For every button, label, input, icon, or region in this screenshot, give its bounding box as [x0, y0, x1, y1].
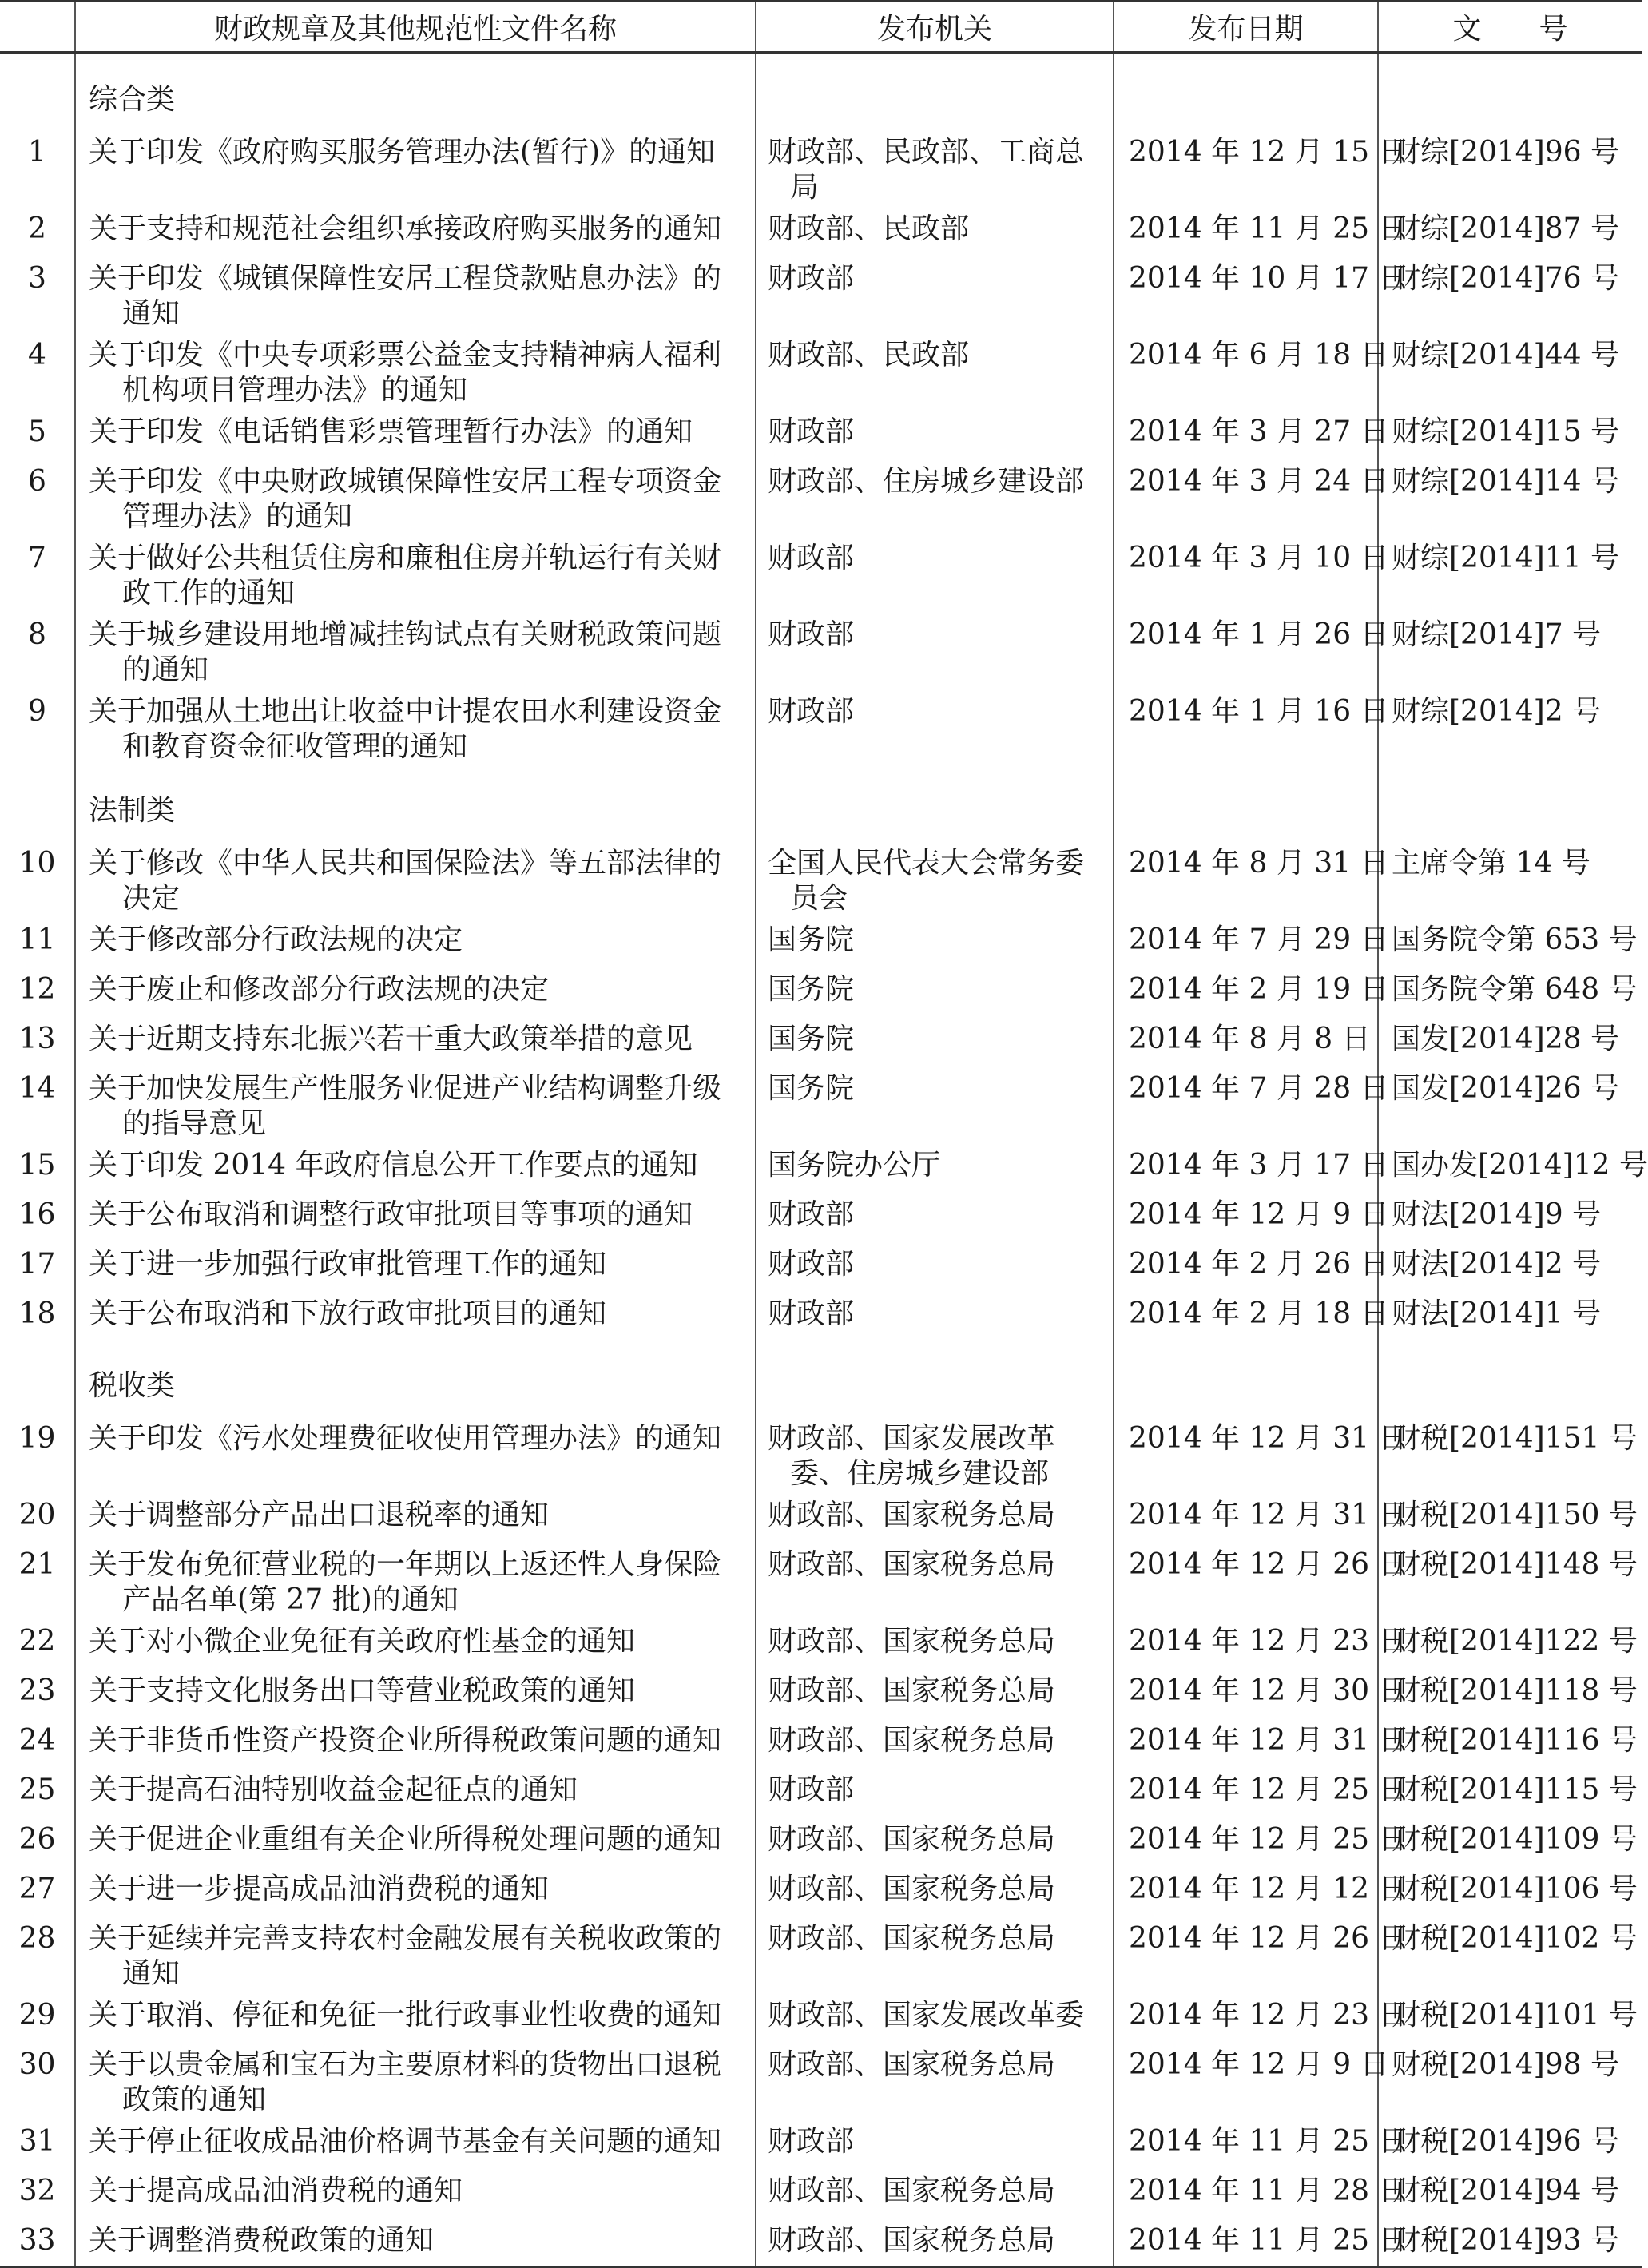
document-title: 关于支持文化服务出口等营业税政策的通知	[89, 1674, 636, 1707]
publisher: 财政部、民政部	[768, 213, 970, 245]
publisher-cell	[756, 1992, 1114, 2041]
table-row	[0, 408, 1642, 458]
table-row	[0, 534, 1642, 611]
publisher: 财政部、国家税务总局	[768, 1873, 1056, 1905]
publish-date: 2014 年 1 月 16 日	[1114, 688, 1378, 765]
publish-date: 2014 年 1 月 26 日	[1114, 611, 1378, 688]
document-number: 财综[2014]11 号	[1378, 534, 1642, 611]
row-number: 23	[18, 1674, 56, 1707]
empty-cell	[1378, 765, 1642, 840]
document-number: 财税[2014]98 号	[1378, 2041, 1642, 2118]
publish-date: 2014 年 3 月 27 日	[1114, 408, 1378, 458]
publish-date: 2014 年 12 月 9 日	[1114, 2041, 1378, 2118]
publisher-cell	[756, 534, 1114, 611]
table-row	[0, 1191, 1642, 1241]
document-title: 关于提高石油特别收益金起征点的通知	[89, 1773, 578, 1806]
header-doc-no: 文 号	[1378, 2, 1642, 53]
publisher: 财政部	[768, 2125, 855, 2158]
document-title-cell	[75, 688, 756, 765]
table-row	[0, 1865, 1642, 1915]
table-row	[0, 611, 1642, 688]
document-title: 关于公布取消和调整行政审批项目等事项的通知	[89, 1198, 693, 1231]
row-number: 32	[18, 2175, 56, 2207]
publisher: 财政部、国家发展改革委、住房城乡建设部	[768, 1422, 1056, 1490]
publisher: 财政部、住房城乡建设部	[768, 465, 1085, 498]
document-title: 关于进一步提高成品油消费税的通知	[89, 1873, 550, 1905]
publish-date: 2014 年 12 月 26 日	[1114, 1915, 1378, 1992]
document-number: 财综[2014]15 号	[1378, 408, 1642, 458]
publisher-cell	[756, 1816, 1114, 1865]
publisher-cell	[756, 1241, 1114, 1290]
publisher-cell	[756, 1491, 1114, 1541]
publisher-cell	[756, 332, 1114, 408]
publisher: 财政部	[768, 618, 855, 651]
document-title-cell	[75, 840, 756, 916]
table-row	[0, 688, 1642, 765]
publisher-cell	[756, 1191, 1114, 1241]
document-title: 关于做好公共租赁住房和廉租住房并轨运行有关财政工作的通知	[89, 542, 722, 610]
publisher-cell	[756, 1865, 1114, 1915]
document-number: 财综[2014]44 号	[1378, 332, 1642, 408]
document-number: 主席令第 14 号	[1378, 840, 1642, 916]
publish-date: 2014 年 12 月 26 日	[1114, 1541, 1378, 1618]
row-number: 24	[18, 1724, 56, 1757]
empty-cell	[756, 53, 1114, 129]
publisher: 财政部、国家税务总局	[768, 1823, 1056, 1856]
row-number: 7	[28, 542, 46, 574]
table-row	[0, 255, 1642, 332]
document-number: 财税[2014]93 号	[1378, 2217, 1642, 2266]
publisher-cell	[756, 205, 1114, 255]
publisher: 财政部	[768, 1773, 855, 1806]
category-label: 综合类	[75, 53, 756, 129]
document-title-cell	[75, 1816, 756, 1865]
empty-cell	[756, 765, 1114, 840]
document-title-cell	[75, 916, 756, 966]
empty-cell	[756, 1340, 1114, 1415]
row-number: 21	[18, 1548, 56, 1581]
row-number: 4	[28, 339, 46, 371]
document-title-cell	[75, 1865, 756, 1915]
publisher-cell	[756, 2118, 1114, 2167]
table-row	[0, 458, 1642, 534]
table-row	[0, 1667, 1642, 1717]
row-number: 1	[28, 136, 46, 169]
document-title: 关于促进企业重组有关企业所得税处理问题的通知	[89, 1823, 722, 1856]
table-row	[0, 1491, 1642, 1541]
publisher: 全国人民代表大会常务委员会	[768, 847, 1085, 915]
table-row	[0, 1142, 1642, 1191]
document-title-cell	[75, 2217, 756, 2266]
document-number: 财税[2014]118 号	[1378, 1667, 1642, 1717]
table-body	[0, 53, 1648, 2267]
document-number: 财税[2014]151 号	[1378, 1415, 1642, 1491]
table-row	[0, 966, 1642, 1015]
document-number: 财综[2014]14 号	[1378, 458, 1642, 534]
empty-cell	[1114, 53, 1378, 129]
publisher-cell	[756, 255, 1114, 332]
document-title-cell	[75, 611, 756, 688]
table-row	[0, 129, 1642, 205]
row-number: 31	[18, 2125, 56, 2158]
row-number: 3	[28, 262, 46, 295]
table-row	[0, 205, 1642, 255]
row-number: 13	[18, 1023, 56, 1055]
table-row	[0, 2217, 1642, 2266]
publish-date: 2014 年 11 月 25 日	[1114, 2118, 1378, 2167]
table-row	[0, 1992, 1642, 2041]
publisher: 财政部、民政部	[768, 339, 970, 371]
header-name: 财政规章及其他规范性文件名称	[75, 2, 756, 53]
document-title: 关于近期支持东北振兴若干重大政策举措的意见	[89, 1023, 693, 1055]
publisher: 财政部	[768, 695, 855, 728]
row-number: 20	[18, 1499, 56, 1531]
document-number: 财法[2014]2 号	[1378, 1241, 1642, 1290]
document-number: 财税[2014]148 号	[1378, 1541, 1642, 1618]
publisher: 财政部	[768, 1198, 855, 1231]
document-number: 国务院令第 648 号	[1378, 966, 1642, 1015]
document-number: 财法[2014]1 号	[1378, 1290, 1642, 1340]
document-title: 关于公布取消和下放行政审批项目的通知	[89, 1297, 607, 1330]
document-title: 关于加快发展生产性服务业促进产业结构调整升级的指导意见	[89, 1072, 722, 1140]
document-title: 关于印发 2014 年政府信息公开工作要点的通知	[89, 1149, 698, 1182]
document-title-cell	[75, 458, 756, 534]
row-number: 14	[18, 1072, 56, 1105]
publish-date: 2014 年 11 月 28 日	[1114, 2167, 1378, 2217]
row-number: 10	[18, 847, 56, 880]
publish-date: 2014 年 7 月 29 日	[1114, 916, 1378, 966]
publish-date: 2014 年 12 月 31 日	[1114, 1717, 1378, 1766]
publisher-cell	[756, 458, 1114, 534]
empty-cell	[1378, 1340, 1642, 1415]
document-title: 关于印发《电话销售彩票管理暂行办法》的通知	[89, 415, 693, 448]
document-title: 关于印发《中央财政城镇保障性安居工程专项资金管理办法》的通知	[89, 465, 722, 533]
category-row	[0, 765, 1642, 840]
document-number: 财法[2014]9 号	[1378, 1191, 1642, 1241]
publisher: 财政部、国家税务总局	[768, 1548, 1056, 1581]
row-number: 15	[18, 1149, 56, 1182]
category-label: 税收类	[75, 1340, 756, 1415]
document-title-cell	[75, 1915, 756, 1992]
table-header-row	[0, 2, 1642, 53]
publisher: 财政部、国家税务总局	[768, 1625, 1056, 1658]
document-title: 关于非货币性资产投资企业所得税政策问题的通知	[89, 1724, 722, 1757]
document-title: 关于调整消费税政策的通知	[89, 2224, 435, 2257]
table-row	[0, 1816, 1642, 1865]
document-title: 关于发布免征营业税的一年期以上返还性人身保险产品名单(第 27 批)的通知	[89, 1548, 722, 1616]
publisher-cell	[756, 1541, 1114, 1618]
row-number: 27	[18, 1873, 56, 1905]
document-number: 财税[2014]116 号	[1378, 1717, 1642, 1766]
publish-date: 2014 年 12 月 15 日	[1114, 129, 1378, 205]
document-number: 财税[2014]94 号	[1378, 2167, 1642, 2217]
document-title-cell	[75, 1065, 756, 1142]
document-number: 财综[2014]76 号	[1378, 255, 1642, 332]
publisher: 财政部、国家发展改革委	[768, 1999, 1085, 2032]
publish-date: 2014 年 12 月 31 日	[1114, 1415, 1378, 1491]
publish-date: 2014 年 10 月 17 日	[1114, 255, 1378, 332]
header-num	[0, 2, 75, 53]
empty-cell	[1114, 1340, 1378, 1415]
publish-date: 2014 年 11 月 25 日	[1114, 205, 1378, 255]
document-number: 财税[2014]122 号	[1378, 1618, 1642, 1667]
document-title-cell	[75, 1766, 756, 1816]
publisher-cell	[756, 1065, 1114, 1142]
empty-cell	[1114, 765, 1378, 840]
table-row	[0, 916, 1642, 966]
category-num-cell	[0, 765, 75, 840]
document-title-cell	[75, 966, 756, 1015]
table-row	[0, 2041, 1642, 2118]
table-row	[0, 2167, 1642, 2217]
document-number: 国办发[2014]12 号	[1378, 1142, 1642, 1191]
document-number: 财税[2014]102 号	[1378, 1915, 1642, 1992]
publisher: 财政部、国家税务总局	[768, 2048, 1056, 2081]
document-number: 国务院令第 653 号	[1378, 916, 1642, 966]
document-title-cell	[75, 1618, 756, 1667]
publisher: 财政部、国家税务总局	[768, 1499, 1056, 1531]
document-number: 国发[2014]28 号	[1378, 1015, 1642, 1065]
document-title-cell	[75, 2118, 756, 2167]
document-title-cell	[75, 534, 756, 611]
publisher: 财政部	[768, 1297, 855, 1330]
document-title: 关于支持和规范社会组织承接政府购买服务的通知	[89, 213, 722, 245]
table-row	[0, 1415, 1642, 1491]
document-title-cell	[75, 205, 756, 255]
document-number: 财综[2014]2 号	[1378, 688, 1642, 765]
publish-date: 2014 年 6 月 18 日	[1114, 332, 1378, 408]
publish-date: 2014 年 3 月 24 日	[1114, 458, 1378, 534]
document-title-cell	[75, 1717, 756, 1766]
document-title-cell	[75, 408, 756, 458]
publisher-cell	[756, 1717, 1114, 1766]
publisher-cell	[756, 1618, 1114, 1667]
document-number: 财综[2014]87 号	[1378, 205, 1642, 255]
document-title: 关于废止和修改部分行政法规的决定	[89, 973, 550, 1006]
table-row	[0, 1717, 1642, 1766]
document-title: 关于提高成品油消费税的通知	[89, 2175, 463, 2207]
table-row	[0, 1065, 1642, 1142]
publisher-cell	[756, 408, 1114, 458]
document-title: 关于调整部分产品出口退税率的通知	[89, 1499, 550, 1531]
row-number: 33	[0, 2217, 75, 2266]
table-row	[0, 2118, 1642, 2167]
table-row	[0, 1290, 1642, 1340]
publish-date: 2014 年 12 月 31 日	[1114, 1491, 1378, 1541]
document-title-cell	[75, 332, 756, 408]
publish-date: 2014 年 7 月 28 日	[1114, 1065, 1378, 1142]
publisher-cell	[756, 966, 1114, 1015]
document-number: 财综[2014]7 号	[1378, 611, 1642, 688]
publisher-cell	[756, 1015, 1114, 1065]
publisher: 财政部、民政部、工商总局	[768, 136, 1085, 204]
document-title-cell	[75, 2167, 756, 2217]
publish-date: 2014 年 2 月 18 日	[1114, 1290, 1378, 1340]
publisher-cell	[756, 1766, 1114, 1816]
category-label: 法制类	[75, 765, 756, 840]
category-num-cell	[0, 1340, 75, 1415]
document-title: 关于城乡建设用地增减挂钩试点有关财税政策问题的通知	[89, 618, 722, 686]
row-number: 18	[18, 1297, 56, 1330]
publish-date: 2014 年 12 月 25 日	[1114, 1766, 1378, 1816]
document-title-cell	[75, 1992, 756, 2041]
document-number: 国发[2014]26 号	[1378, 1065, 1642, 1142]
header-date: 发布日期	[1114, 2, 1378, 53]
publisher: 财政部	[768, 542, 855, 574]
publisher: 国务院	[768, 1023, 855, 1055]
publish-date: 2014 年 3 月 10 日	[1114, 534, 1378, 611]
publish-date: 2014 年 8 月 8 日	[1114, 1015, 1378, 1065]
publisher: 财政部、国家税务总局	[768, 1674, 1056, 1707]
publisher-cell	[756, 1915, 1114, 1992]
publish-date: 2014 年 12 月 30 日	[1114, 1667, 1378, 1717]
publisher-cell	[756, 1415, 1114, 1491]
publisher-cell	[756, 129, 1114, 205]
table-row	[0, 332, 1642, 408]
document-title: 关于印发《中央专项彩票公益金支持精神病人福利机构项目管理办法》的通知	[89, 339, 722, 407]
table-row	[0, 1015, 1642, 1065]
row-number: 5	[28, 415, 46, 448]
publisher: 国务院	[768, 973, 855, 1006]
publisher-cell	[756, 1667, 1114, 1717]
document-title: 关于印发《城镇保障性安居工程贷款贴息办法》的通知	[89, 262, 722, 330]
row-number: 16	[18, 1198, 56, 1231]
document-number: 财综[2014]96 号	[1378, 129, 1642, 205]
publish-date: 2014 年 3 月 17 日	[1114, 1142, 1378, 1191]
document-title-cell	[75, 255, 756, 332]
publish-date: 2014 年 12 月 12 日	[1114, 1865, 1378, 1915]
publish-date: 2014 年 8 月 31 日	[1114, 840, 1378, 916]
publisher-cell	[756, 916, 1114, 966]
row-number: 19	[18, 1422, 56, 1455]
document-title: 关于对小微企业免征有关政府性基金的通知	[89, 1625, 636, 1658]
row-number: 28	[18, 1922, 56, 1955]
document-title-cell	[75, 1191, 756, 1241]
document-title: 关于修改《中华人民共和国保险法》等五部法律的决定	[89, 847, 722, 915]
publisher-cell	[756, 1290, 1114, 1340]
empty-cell	[1378, 53, 1642, 129]
publisher-cell	[756, 1142, 1114, 1191]
document-title-cell	[75, 1142, 756, 1191]
publish-date: 2014 年 12 月 23 日	[1114, 1618, 1378, 1667]
table-row	[0, 1915, 1642, 1992]
publish-date: 2014 年 2 月 26 日	[1114, 1241, 1378, 1290]
publisher: 国务院办公厅	[768, 1149, 941, 1182]
table-row	[0, 1541, 1642, 1618]
row-number: 30	[18, 2048, 56, 2081]
document-title: 关于修改部分行政法规的决定	[89, 923, 463, 956]
publisher-cell	[756, 2167, 1114, 2217]
document-title-cell	[75, 1415, 756, 1491]
document-number: 财税[2014]101 号	[1378, 1992, 1642, 2041]
row-number: 22	[18, 1625, 56, 1658]
row-number: 26	[18, 1823, 56, 1856]
table-row	[0, 1766, 1642, 1816]
document-number: 财税[2014]150 号	[1378, 1491, 1642, 1541]
document-title: 关于延续并完善支持农村金融发展有关税收政策的通知	[89, 1922, 722, 1990]
publisher-cell	[756, 611, 1114, 688]
document-title: 关于印发《政府购买服务管理办法(暂行)》的通知	[89, 136, 716, 169]
row-number: 12	[18, 973, 56, 1006]
publisher: 财政部、国家税务总局	[768, 2224, 1056, 2257]
publish-date: 2014 年 12 月 9 日	[1114, 1191, 1378, 1241]
document-title: 关于停止征收成品油价格调节基金有关问题的通知	[89, 2125, 722, 2158]
publish-date: 2014 年 2 月 19 日	[1114, 966, 1378, 1015]
publisher: 国务院	[768, 923, 855, 956]
publisher-cell	[756, 2217, 1114, 2266]
document-title-cell	[75, 1015, 756, 1065]
document-title-cell	[75, 1541, 756, 1618]
document-title: 关于以贵金属和宝石为主要原材料的货物出口退税政策的通知	[89, 2048, 722, 2116]
row-number: 17	[18, 1248, 56, 1281]
publisher: 财政部	[768, 415, 855, 448]
table-row	[0, 840, 1642, 916]
header-publisher: 发布机关	[756, 2, 1114, 53]
publisher: 财政部、国家税务总局	[768, 2175, 1056, 2207]
table-row	[0, 1618, 1642, 1667]
document-title: 关于加强从土地出让收益中计提农田水利建设资金和教育资金征收管理的通知	[89, 695, 722, 763]
publish-date: 2014 年 11 月 25 日	[1114, 2217, 1378, 2266]
publish-date: 2014 年 12 月 23 日	[1114, 1992, 1378, 2041]
row-number: 25	[18, 1773, 56, 1806]
publisher: 财政部、国家税务总局	[768, 1922, 1056, 1955]
row-number: 11	[18, 923, 56, 956]
publisher: 国务院	[768, 1072, 855, 1105]
document-number: 财税[2014]96 号	[1378, 2118, 1642, 2167]
row-number: 29	[18, 1999, 56, 2032]
publisher-cell	[756, 840, 1114, 916]
publisher: 财政部、国家税务总局	[768, 1724, 1056, 1757]
publisher: 财政部	[768, 1248, 855, 1281]
category-row	[0, 1340, 1642, 1415]
document-title-cell	[75, 1667, 756, 1717]
publisher-cell	[756, 2041, 1114, 2118]
category-num-cell	[0, 53, 75, 129]
publisher: 财政部	[768, 262, 855, 295]
document-title-cell	[75, 1290, 756, 1340]
publisher-cell	[756, 688, 1114, 765]
row-number: 9	[28, 695, 46, 728]
document-title-cell	[75, 129, 756, 205]
document-number: 财税[2014]106 号	[1378, 1865, 1642, 1915]
document-title: 关于取消、停征和免征一批行政事业性收费的通知	[89, 1999, 722, 2032]
document-title: 关于进一步加强行政审批管理工作的通知	[89, 1248, 607, 1281]
publish-date: 2014 年 12 月 25 日	[1114, 1816, 1378, 1865]
row-number: 6	[28, 465, 46, 498]
table-row	[0, 1241, 1642, 1290]
document-title-cell	[75, 1241, 756, 1290]
document-title-cell	[75, 2041, 756, 2118]
document-title-cell	[75, 1491, 756, 1541]
row-number: 2	[28, 213, 46, 245]
document-number: 财税[2014]115 号	[1378, 1766, 1642, 1816]
document-title: 关于印发《污水处理费征收使用管理办法》的通知	[89, 1422, 722, 1455]
document-number: 财税[2014]109 号	[1378, 1816, 1642, 1865]
row-number: 8	[28, 618, 46, 651]
category-row	[0, 53, 1642, 129]
